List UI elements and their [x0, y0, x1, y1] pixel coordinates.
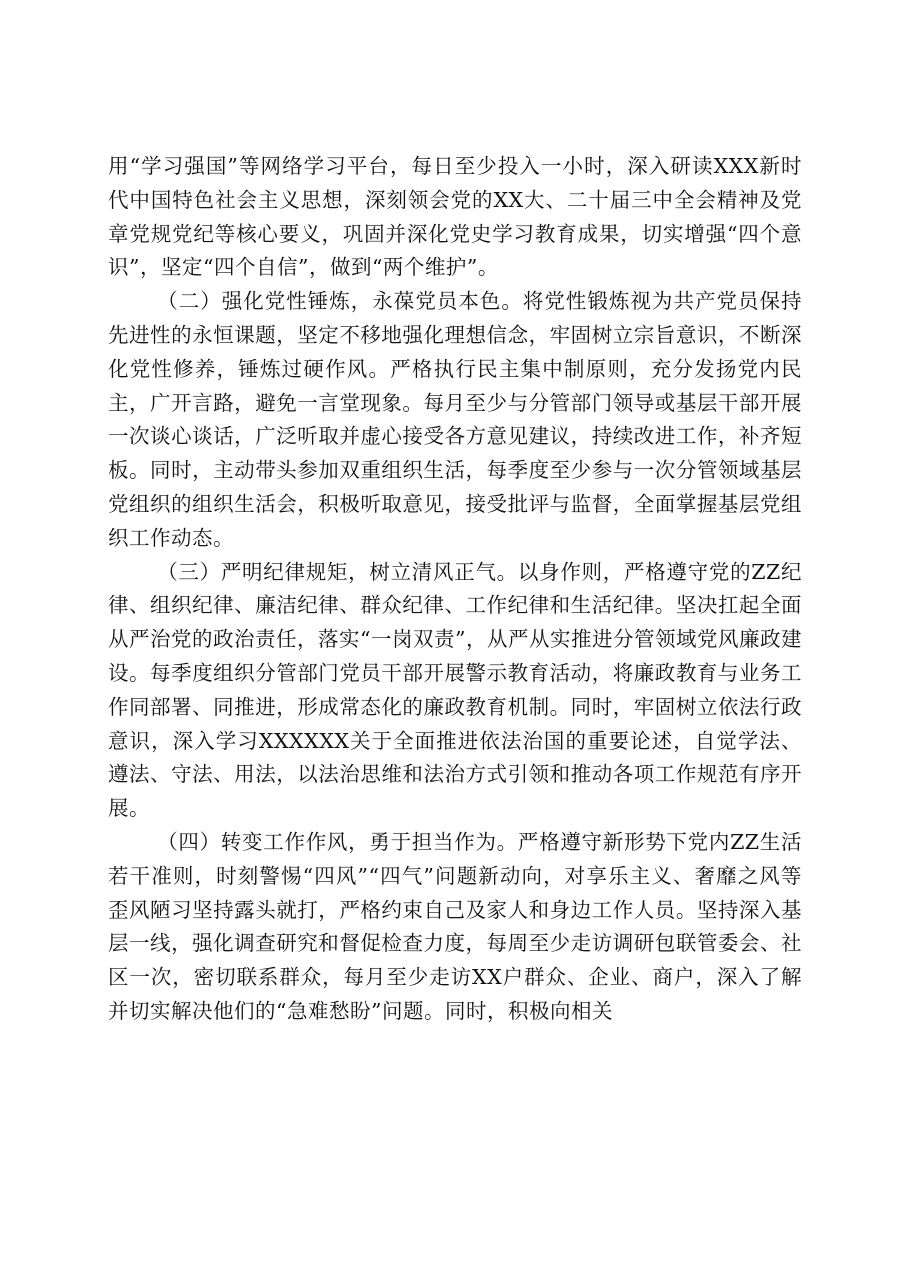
paragraph-discipline: （三）严明纪律规矩，树立清风正气。以身作则，严格遵守党的ZZ纪律、组织纪律、廉洁纪律、群众纪律、工作纪律和生活纪律。坚决扛起全面从严治党的政治责任，落实“一岗双责”，从严从实推进分管领域党风廉政建设。每季度组织分管部门党员干部开展警示教育活动，将廉政教育与业务工作同部署、同推进，形成常态化的廉政教育机制。同时，牢固树立依法行政意识，深入学习XXXXXX关于全面推进依法治国的重要论述，自觉学法、遵法、守法、用法，以法治思维和法治方式引领和推动各项工作规范有序开展。	[108, 559, 802, 821]
paragraph-work-style: （四）转变工作作风，勇于担当作为。严格遵守新形势下党内ZZ生活若干准则，时刻警惕“四风”“四气”问题新动向，对享乐主义、奢靡之风等歪风陋习坚持露头就打，严格约束自己及家人和身边工作人员。坚持深入基层一线，强化调查研究和督促检查力度，每周至少走访调研包联管委会、社区一次，密切联系群众，每月至少走访XX户群众、企业、商户，深入了解并切实解决他们的“急难愁盼”问题。同时，积极向相关	[108, 829, 802, 1023]
paragraph-party-spirit: （二）强化党性锤炼，永葆党员本色。将党性锻炼视为共产党员保持先进性的永恒课题，坚定不移地强化理想信念，牢固树立宗旨意识，不断深化党性修养，锤炼过硬作风。严格执行民主集中制原则，充分发扬党内民主，广开言路，避免一言堂现象。每月至少与分管部门领导或基层干部开展一次谈心谈话，广泛听取并虚心接受各方意见建议，持续改进工作，补齐短板。同时，主动带头参加双重组织生活，每季度至少参与一次分管领域基层党组织的组织生活会，积极听取意见，接受批评与监督，全面掌握基层党组织工作动态。	[108, 289, 802, 550]
paragraph-continuation: 用“学习强国”等网络学习平台，每日至少投入一小时，深入研读XXX新时代中国特色社会主义思想，深刻领会党的XX大、二十届三中全会精神及党章党规党纪等核心要义，巩固并深化党史学习教育成果，切实增强“四个意识”，坚定“四个自信”，做到“两个维护”。	[108, 154, 802, 280]
document-body	[108, 150, 802, 1029]
